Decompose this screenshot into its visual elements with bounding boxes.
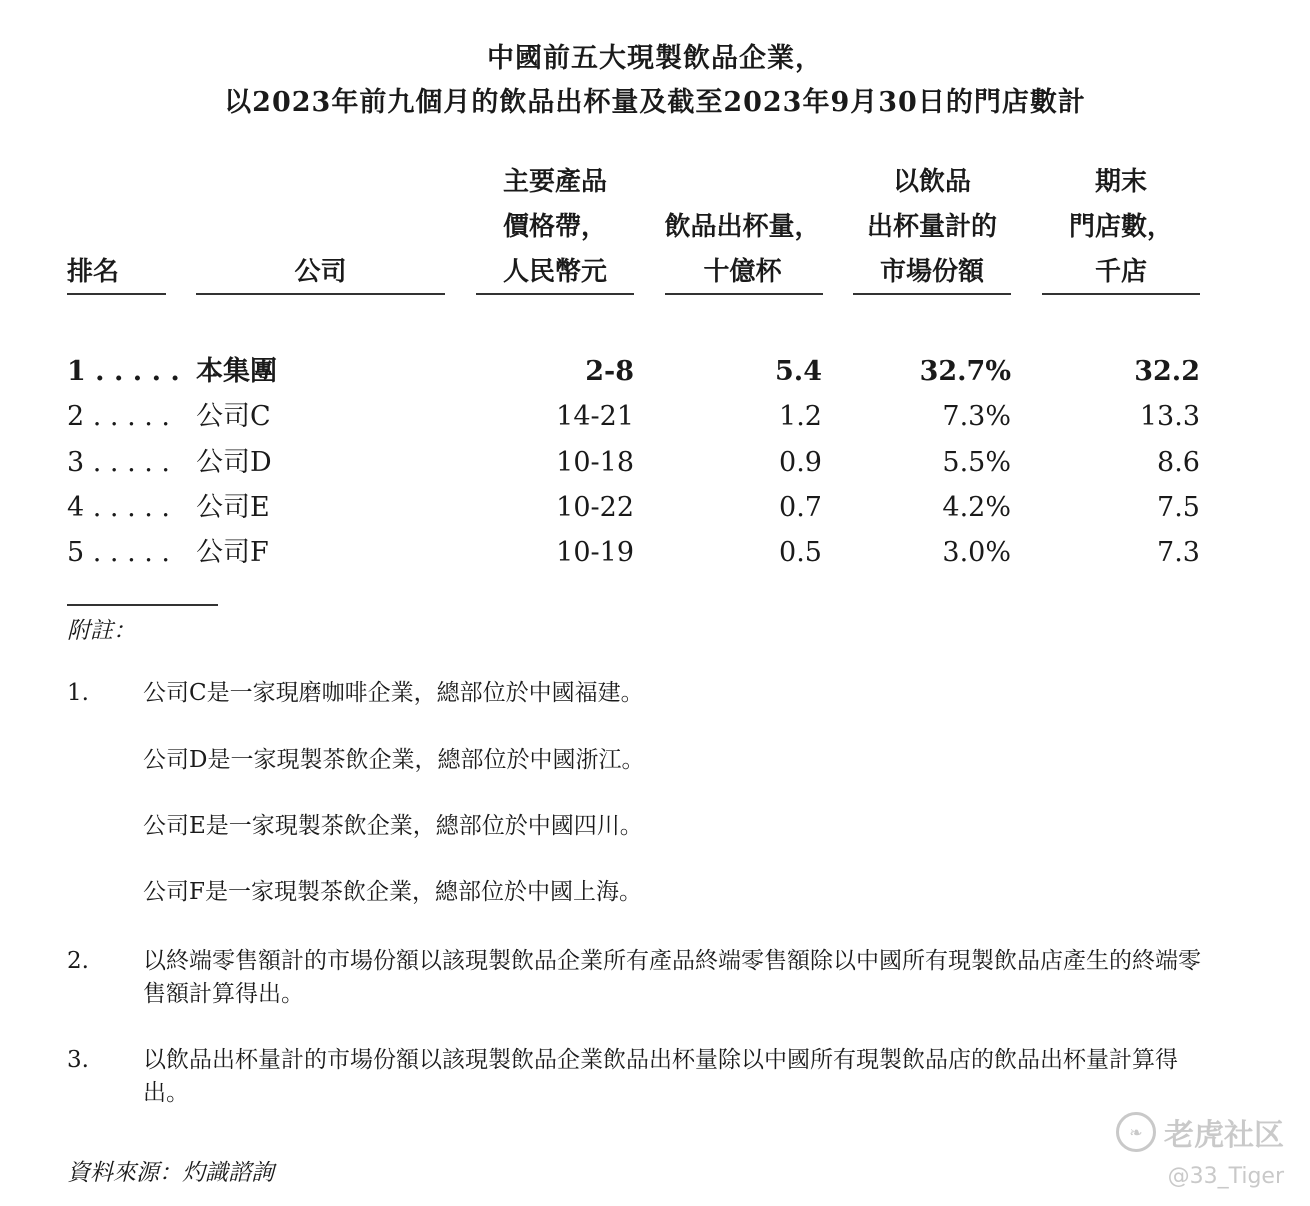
watermark-logo [1116,1110,1284,1154]
cell-price: 10-18 [556,447,634,478]
header-underline-stores [1042,293,1200,295]
header-underline-price [476,293,634,295]
header-underline-rank [67,293,166,295]
watermark-logo-text: 老虎社区 [1164,1118,1284,1153]
header-cup-volume: 飲品出杯量， 十億杯 [664,212,821,287]
title-line-2: 以2023年前九個月的飲品出杯量及截至2023年9月30日的門店數計 [224,87,1086,118]
cell-cups: 0.7 [779,492,822,523]
footnote-text: 以終端零售額計的市場份額以該現製飲品企業所有產品終端零售額除以中國所有現製飲品店產生的終端零售額計算得出。 [143,948,1201,1007]
cell-rank: 1 . . . . . [67,356,180,387]
watermark [1116,1110,1284,1189]
cell-stores: 13.3 [1139,401,1200,432]
cell-stores: 32.2 [1134,356,1200,387]
cell-stores: 8.6 [1157,447,1200,478]
cell-cups: 1.2 [779,401,822,432]
cell-price: 2-8 [585,356,634,387]
cell-company: 公司F [196,537,269,568]
header-underline-share [853,293,1011,295]
cell-price: 10-19 [556,537,634,568]
footnote-text: 公司F是一家現製茶飲企業，總部位於中國上海。 [143,879,642,905]
title-line-1: 中國前五大現製飲品企業， [487,43,823,74]
header-company: 公司 [294,257,347,287]
cell-share: 3.0% [942,537,1011,568]
cell-rank: 5 . . . . . [67,537,171,568]
header-store-count: 期末 門店數， 千店 [1068,167,1173,287]
cell-cups: 5.4 [775,356,822,387]
cell-stores: 7.3 [1157,537,1200,568]
watermark-username: @33_Tiger [1167,1164,1284,1189]
cell-price: 14-21 [556,401,634,432]
cell-rank: 4 . . . . . [67,492,171,523]
cell-company: 公司E [196,492,270,523]
header-underline-cups [665,293,823,295]
cell-price: 10-22 [556,492,634,523]
footnote-divider [67,604,218,606]
cell-company: 本集團 [196,356,277,387]
footnote-label: 附註： [67,618,136,644]
cell-share: 32.7% [919,356,1011,387]
header-market-share: 以飲品 出杯量計的 市場份額 [866,167,997,287]
footnote-number: 2. [67,948,89,974]
cell-share: 4.2% [942,492,1011,523]
cell-stores: 7.5 [1157,492,1200,523]
cell-company: 公司D [196,447,272,478]
cell-company: 公司C [196,401,271,432]
header-underline-company [196,293,445,295]
footnote-text: 公司D是一家現製茶飲企業，總部位於中國浙江。 [143,747,645,773]
cell-share: 7.3% [942,401,1011,432]
cell-share: 5.5% [942,447,1011,478]
header-price-band: 主要產品 價格帶， 人民幣元 [502,167,607,287]
source-note: 資料來源：灼識諮詢 [67,1160,274,1186]
cell-cups: 0.5 [779,537,822,568]
cell-cups: 0.9 [779,447,822,478]
footnote-number: 3. [67,1047,89,1073]
header-rank: 排名 [67,257,120,287]
footnote-text: 公司E是一家現製茶飲企業，總部位於中國四川。 [143,813,643,839]
footnote-number: 1. [67,680,89,706]
tiger-logo-icon: ❧ [1116,1112,1156,1152]
cell-rank: 2 . . . . . [67,401,171,432]
footnote-text: 公司C是一家現磨咖啡企業，總部位於中國福建。 [143,680,644,706]
footnote-text: 以飲品出杯量計的市場份額以該現製飲品企業飲品出杯量除以中國所有現製飲品店的飲品出杯量計算得出。 [143,1047,1178,1106]
cell-rank: 3 . . . . . [67,447,171,478]
